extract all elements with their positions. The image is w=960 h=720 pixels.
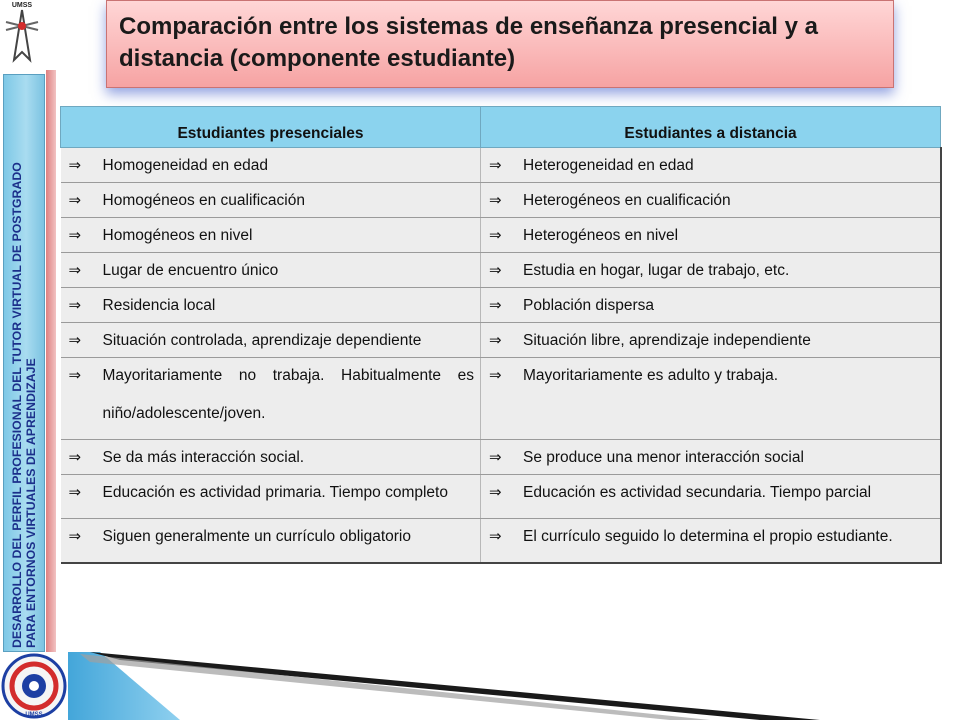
- cell-text: Educación es actividad primaria. Tiempo completo: [102, 484, 448, 501]
- cell-text: El currículo seguido lo determina el propio estudiante.: [523, 528, 893, 545]
- side-banner-text: [10, 78, 38, 648]
- table-row: [61, 323, 941, 358]
- implies-arrow-icon: ⇒: [68, 262, 82, 279]
- cell-text: Siguen generalmente un currículo obligatorio: [102, 528, 411, 545]
- implies-arrow-icon: ⇒: [489, 484, 502, 501]
- logo-top-label: UMSS: [11, 2, 33, 9]
- cell-text: Se da más interacción social.: [102, 449, 305, 466]
- table-row: [61, 358, 941, 440]
- cell-text: Homogéneos en cualificación: [102, 192, 305, 209]
- cell-text: Homogeneidad en edad: [102, 157, 268, 174]
- cell-distancia: [481, 519, 941, 564]
- cell-presencial: [61, 183, 481, 218]
- implies-arrow-icon: ⇒: [68, 297, 82, 314]
- table-row: [61, 148, 941, 183]
- logo-bottom-label: UMSS: [25, 712, 43, 718]
- cell-distancia: [481, 218, 941, 253]
- cell-distancia: [481, 358, 941, 440]
- header-distancia: Estudiantes a distancia: [481, 107, 941, 148]
- cell-distancia: [481, 253, 941, 288]
- side-banner-line1: DESARROLLO DEL PERFIL PROFESIONAL DEL TUTOR VIRTUAL DE POSTGRADO: [10, 162, 24, 648]
- implies-arrow-icon: ⇒: [68, 528, 82, 545]
- cell-presencial: [61, 253, 481, 288]
- comparison-table: [60, 106, 942, 564]
- implies-arrow-icon: ⇒: [489, 449, 502, 466]
- side-banner-line2: PARA ENTORNOS VIRTUALES DE APRENDIZAJE: [24, 358, 38, 648]
- cell-presencial: [61, 323, 481, 358]
- side-accent-strip: [46, 70, 56, 655]
- bottom-swoosh-decoration: [60, 652, 960, 720]
- cell-distancia: [481, 288, 941, 323]
- cell-text: Residencia local: [102, 297, 216, 314]
- cell-text: Educación es actividad secundaria. Tiempo parcial: [523, 484, 872, 501]
- university-seal-logo: [0, 652, 68, 720]
- table-row: [61, 440, 941, 475]
- side-banner: [3, 74, 45, 652]
- cell-presencial: [61, 358, 481, 440]
- table-row: [61, 218, 941, 253]
- cell-presencial: [61, 440, 481, 475]
- cell-text: Estudia en hogar, lugar de trabajo, etc.: [523, 262, 790, 279]
- cell-text: Heterogéneos en cualificación: [523, 192, 731, 209]
- cell-text: Mayoritariamente es adulto y trabaja.: [523, 367, 779, 384]
- cell-text: Homogéneos en nivel: [102, 227, 253, 244]
- implies-arrow-icon: ⇒: [489, 262, 502, 279]
- table-row: [61, 183, 941, 218]
- cell-distancia: [481, 323, 941, 358]
- cell-distancia: [481, 148, 941, 183]
- cell-distancia: [481, 440, 941, 475]
- implies-arrow-icon: ⇒: [489, 367, 502, 384]
- header-presenciales: Estudiantes presenciales: [61, 107, 481, 148]
- implies-arrow-icon: ⇒: [68, 157, 82, 174]
- table-body: [61, 148, 941, 564]
- implies-arrow-icon: ⇒: [68, 449, 82, 466]
- cell-distancia: [481, 183, 941, 218]
- cell-presencial: [61, 218, 481, 253]
- implies-arrow-icon: ⇒: [68, 192, 82, 209]
- cell-distancia: [481, 475, 941, 519]
- cell-presencial: [61, 288, 481, 323]
- implies-arrow-icon: ⇒: [68, 484, 82, 501]
- implies-arrow-icon: ⇒: [489, 332, 502, 349]
- table-row: [61, 253, 941, 288]
- implies-arrow-icon: ⇒: [489, 192, 502, 209]
- cell-text: Heterogéneos en nivel: [523, 227, 679, 244]
- table-header-row: [61, 107, 941, 148]
- implies-arrow-icon: ⇒: [68, 367, 82, 384]
- implies-arrow-icon: ⇒: [68, 227, 82, 244]
- implies-arrow-icon: ⇒: [489, 157, 502, 174]
- cell-text: Lugar de encuentro único: [102, 262, 279, 279]
- implies-arrow-icon: ⇒: [68, 332, 82, 349]
- cell-text: Se produce una menor interacción social: [523, 449, 804, 466]
- cell-presencial: [61, 148, 481, 183]
- slide-title-box: [106, 0, 894, 88]
- cell-text: Mayoritariamente no trabaja. Habitualmente es niño/adolescente/joven.: [102, 367, 474, 422]
- implies-arrow-icon: ⇒: [489, 227, 502, 244]
- table-row: [61, 288, 941, 323]
- table-row: [61, 519, 941, 564]
- cell-text: Situación controlada, aprendizaje dependiente: [102, 332, 422, 349]
- cell-text: Heterogeneidad en edad: [523, 157, 694, 174]
- cell-presencial: [61, 475, 481, 519]
- cell-text: Población dispersa: [523, 297, 654, 314]
- implies-arrow-icon: ⇒: [489, 528, 502, 545]
- slide-title: Comparación entre los sistemas de enseñanza presencial y a distancia (componente estudiante): [119, 13, 818, 72]
- table-row: [61, 475, 941, 519]
- cell-text: Situación libre, aprendizaje independiente: [523, 332, 811, 349]
- implies-arrow-icon: ⇒: [489, 297, 502, 314]
- cell-presencial: [61, 519, 481, 564]
- university-compass-logo: [0, 0, 46, 70]
